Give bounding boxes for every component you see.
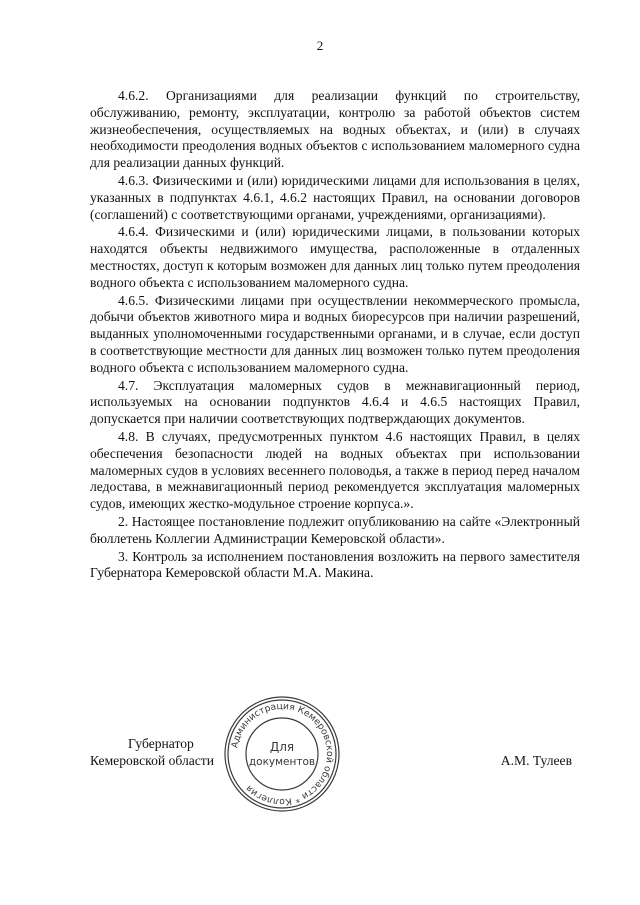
paragraph-4-6-2: 4.6.2. Организациями для реализации функций по строительству, обслуживанию, ремонту, эксплуатации, контролю за работой объектов систем жизнеобеспечения, осуществляемых на водных объектах, и (или) в случаях необходимости преодоления водных объектов с использованием маломерного судна для реализации данных функций. — [90, 88, 580, 171]
official-stamp — [222, 694, 342, 814]
stamp-center-line1: Для — [269, 740, 295, 754]
page-number: 2 — [316, 38, 324, 53]
paragraph-item-2: 2. Настоящее постановление подлежит опубликованию на сайте «Электронный бюллетень Коллегии Администрации Кемеровской области». — [90, 513, 580, 546]
paragraph-4-7: 4.7. Эксплуатация маломерных судов в межнавигационный период, используемых на основании подпунктов 4.6.4 и 4.6.5 настоящих Правил, допускается при наличии соответствующих подтверждающих документов. — [90, 377, 580, 427]
paragraph-4-8: 4.8. В случаях, предусмотренных пунктом 4.6 настоящих Правил, в целях обеспечения безопасности людей на водных объектах при использовании маломерных судов в условиях весеннего половодья, а также в период перед началом ледостава, в межнавигационный период рекомендуется эксплуатация маломерных судов, имеющих жестко-модульное строение корпуса.». — [90, 428, 580, 512]
signer-title-line2: Кемеровской области — [90, 753, 215, 768]
paragraph-item-3: 3. Контроль за исполнением постановления возложить на первого заместителя Губернатора Кемеровской области М.А. Макина. — [90, 548, 580, 581]
signer-name: А.М. Тулеев — [500, 753, 572, 768]
stamp-ring-text: Администрация Кемеровской области * Коллегия — [229, 700, 336, 808]
paragraph-4-6-3: 4.6.3. Физическими и (или) юридическими лицами для использования в целях, указанных в подпунктах 4.6.1, 4.6.2 настоящих Правил, на основании договоров (соглашений) с соответствующими органами, учреждениями, организациями). — [90, 172, 580, 222]
stamp-rings — [225, 697, 339, 811]
paragraph-4-6-4: 4.6.4. Физическими и (или) юридическими лицами, в пользовании которых находятся объекты недвижимого имущества, расположенные в отдаленных местностях, доступ к которым возможен для данных лиц только путем преодоления водного объекта с использованием маломерного судна. — [90, 224, 580, 290]
document-body — [90, 88, 580, 582]
signer-title-line1: Губернатор — [128, 736, 194, 751]
paragraph-4-6-5: 4.6.5. Физическими лицами при осуществлении некоммерческого промысла, добычи объектов животного мира и водных биоресурсов при наличии разрешений, выданных уполномоченными государственными органами, и в случае, если доступ в соответствующие местности для данных лиц возможен только путем преодоления водного объекта с использованием маломерного судна. — [90, 292, 580, 375]
stamp-center-line2: документов — [248, 756, 316, 768]
